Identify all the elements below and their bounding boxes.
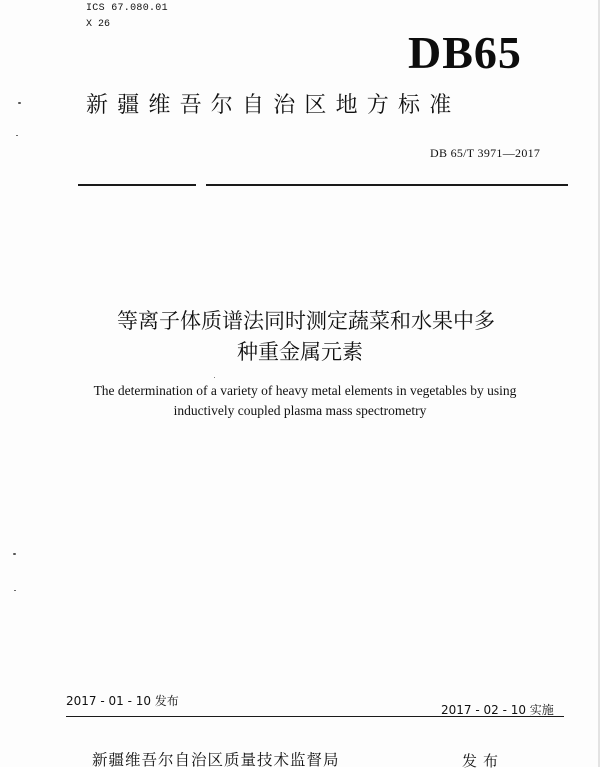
divider-gap [196,183,206,187]
scan-speck [14,590,16,591]
scan-speck [18,102,21,104]
scan-speck [16,135,18,136]
scan-speck [214,377,215,378]
db-logo: DB65 [408,27,522,78]
standard-type-heading: 新疆维吾尔自治区地方标准 [86,93,461,118]
chinese-title-line-2: 种重金属元素 [237,340,363,364]
classification-code: X 26 [86,19,111,30]
implementation-date: 2017 - 02 - 10 实施 [441,703,554,717]
english-title-line-2: inductively coupled plasma mass spectrometry [173,403,427,418]
top-divider [78,184,568,186]
english-title-line-1: The determination of a variety of heavy metal elements in vegetables by using [93,383,517,398]
standard-number: DB 65/T 3971—2017 [430,146,541,160]
scan-speck [13,553,16,555]
issue-date: 2017 - 01 - 10 发布 [66,694,179,708]
publish-label: 发布 [462,752,505,770]
publisher-name: 新疆维吾尔自治区质量技术监督局 [92,751,340,769]
chinese-title [0,306,600,368]
english-title [0,381,600,421]
chinese-title-line-1: 等离子体质谱法同时测定蔬菜和水果中多 [117,309,495,333]
bottom-divider [66,716,564,717]
ics-code: ICS 67.080.01 [86,3,168,14]
